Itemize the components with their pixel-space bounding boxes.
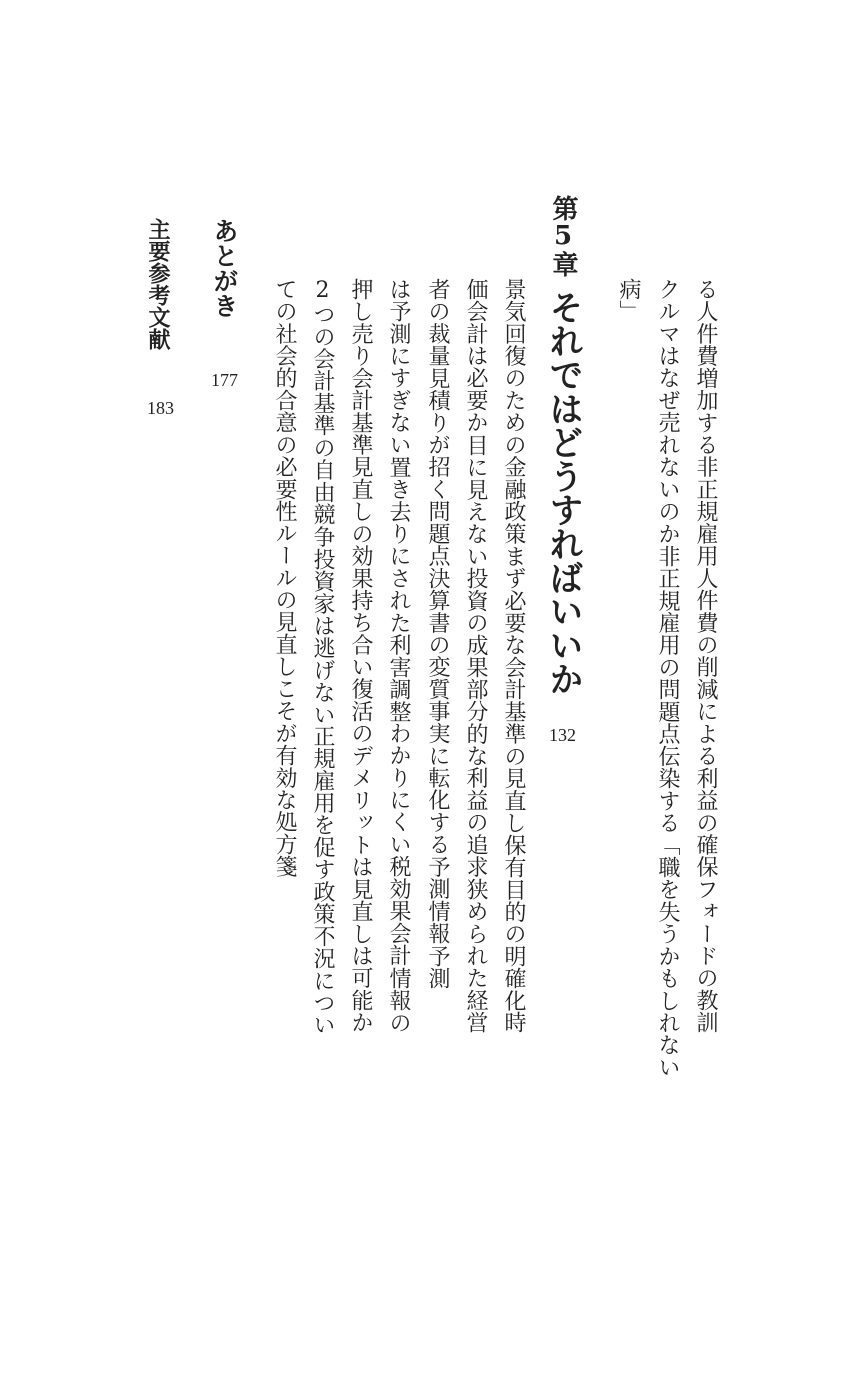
toc-line [656, 278, 678, 1078]
toc-segment: る人件費 [693, 278, 718, 367]
toc-segment: ルールの見直しこそが有効な処方箋 [272, 522, 297, 878]
toc-segment: 保有目的の明確化 [501, 833, 526, 1012]
toc-line [273, 278, 295, 878]
chapter-title: それではどうすればいいか [543, 290, 583, 696]
toc-line [694, 278, 716, 1034]
toc-segment: 会計基準見直しの効果 [348, 366, 373, 590]
toc-segment: 決算書の変質 [425, 566, 450, 701]
toc-segment: 見積りが招く問題点 [425, 366, 450, 567]
toc-line [311, 278, 333, 1037]
toc-segment: 事実に転化する予測情報 [425, 700, 450, 945]
chapter-page-number: 132 [549, 725, 576, 745]
toc-segment: 者の裁量 [425, 278, 450, 367]
toc-segment: ての社会的合意の必要性 [272, 278, 297, 523]
afterword-heading: あとがき [210, 218, 239, 318]
toc-segment: まず必要な会計基準の見直し [501, 544, 526, 834]
afterword-page-number: 177 [211, 370, 238, 390]
toc-segment: 病」 [616, 278, 641, 323]
toc-line [387, 278, 409, 1034]
toc-segment: 持ち合い復活のデメリットは [348, 589, 373, 878]
toc-segment: は予測にすぎない [386, 278, 411, 456]
toc-segment: 景気回復のための金融政策 [501, 278, 526, 545]
toc-segment: 押し売り [348, 278, 373, 367]
references-heading: 主要参考文献 [145, 218, 171, 350]
references-page-number: 183 [147, 398, 174, 418]
toc-line [464, 278, 486, 1034]
toc-segment: わかりにくい税効果会計 [386, 722, 411, 967]
toc-line [349, 278, 371, 1034]
toc-segment: 見直しは可能か [348, 877, 373, 1034]
toc-segment: 伝染する「職を失うかもしれない [655, 744, 680, 1078]
toc-segment: 人件費の削減による利益の確保 [693, 566, 718, 878]
toc-line [502, 278, 524, 1034]
toc-line [426, 278, 448, 989]
toc-segment: 狭められた経営 [463, 877, 488, 1034]
toc-segment: 非正規雇用の問題点 [655, 544, 680, 745]
toc-segment: フォードの教訓 [693, 877, 718, 1034]
toc-segment: 目に見えない投資の成果 [463, 433, 488, 678]
toc-segment: 増加する非正規雇用 [693, 366, 718, 567]
toc-segment: 投資家は逃げない [310, 547, 335, 726]
toc-segment: 情報の [386, 966, 411, 1034]
toc-segment: 部分的な利益の追求 [463, 677, 488, 878]
chapter-number: 第5章 [548, 195, 578, 277]
toc-segment: 正規雇用を促す政策 [310, 725, 335, 926]
toc-line [617, 278, 639, 322]
toc-segment: 2つの会計基準の自由競争 [310, 278, 335, 548]
toc-segment: クルマはなぜ売れないのか [655, 278, 680, 545]
toc-segment: 時 [501, 1011, 526, 1034]
toc-segment: 予測 [425, 944, 450, 990]
toc-segment: 置き去りにされた利害調整 [386, 455, 411, 723]
toc-segment: 不況につい [310, 925, 335, 1037]
toc-segment: 価会計は必要か [463, 278, 488, 434]
